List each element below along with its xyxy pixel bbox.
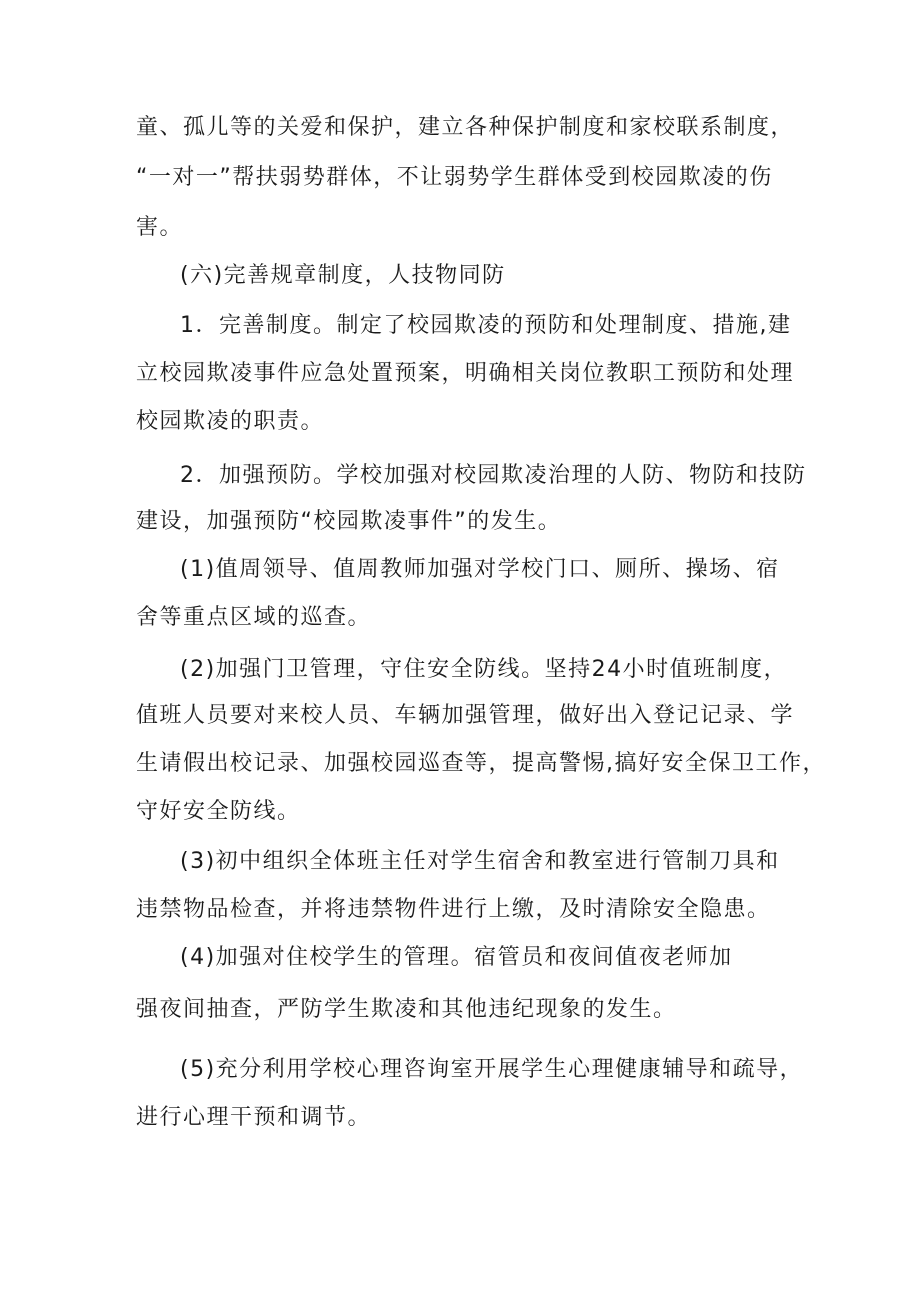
- text-line: 建设，加强预防“校园欺凌事件”的发生。: [136, 509, 562, 534]
- text-line: 2．加强预防。学校加强对校园欺凌治理的人防、物防和技防: [180, 463, 807, 488]
- text-line: 生请假出校记录、加强校园巡查等，提高警惕,搞好安全保卫工作，: [136, 751, 826, 776]
- text-line: 害。: [136, 215, 184, 240]
- text-line: 校园欺凌的职责。: [136, 409, 325, 434]
- section-heading: (六)完善规章制度，人技物同防: [180, 263, 506, 288]
- text-line: 立校园欺凌事件应急处置预案，明确相关岗位教职工预防和处理: [136, 361, 795, 386]
- text-line: 童、孤儿等的关爱和保护，建立各种保护制度和家校联系制度，: [136, 115, 795, 140]
- text-line: (5)充分利用学校心理咨询室开展学生心理健康辅导和疏导，: [180, 1057, 804, 1082]
- text-line: (3)初中组织全体班主任对学生宿舍和教室进行管制刀具和: [180, 849, 780, 874]
- text-line: “一对一”帮扶弱势群体，不让弱势学生群体受到校园欺凌的伤: [136, 165, 773, 190]
- text-line: (4)加强对住校学生的管理。宿管员和夜间值夜老师加: [180, 945, 733, 970]
- text-line: 值班人员要对来校人员、车辆加强管理，做好出入登记记录、学: [136, 703, 795, 728]
- text-line: (2)加强门卫管理，守住安全防线。坚持24小时值班制度，: [180, 657, 788, 682]
- text-line: 1．完善制度。制定了校园欺凌的预防和处理制度、措施,建: [180, 313, 792, 338]
- text-line: 舍等重点区域的巡查。: [136, 605, 372, 630]
- text-line: 违禁物品检查，并将违禁物件进行上缴，及时清除安全隐患。: [136, 897, 771, 922]
- text-line: 强夜间抽查，严防学生欺凌和其他违纪现象的发生。: [136, 997, 677, 1022]
- text-line: 守好安全防线。: [136, 799, 301, 824]
- text-line: 进行心理干预和调节。: [136, 1105, 372, 1130]
- text-line: (1)值周领导、值周教师加强对学校门口、厕所、操场、宿: [180, 557, 780, 582]
